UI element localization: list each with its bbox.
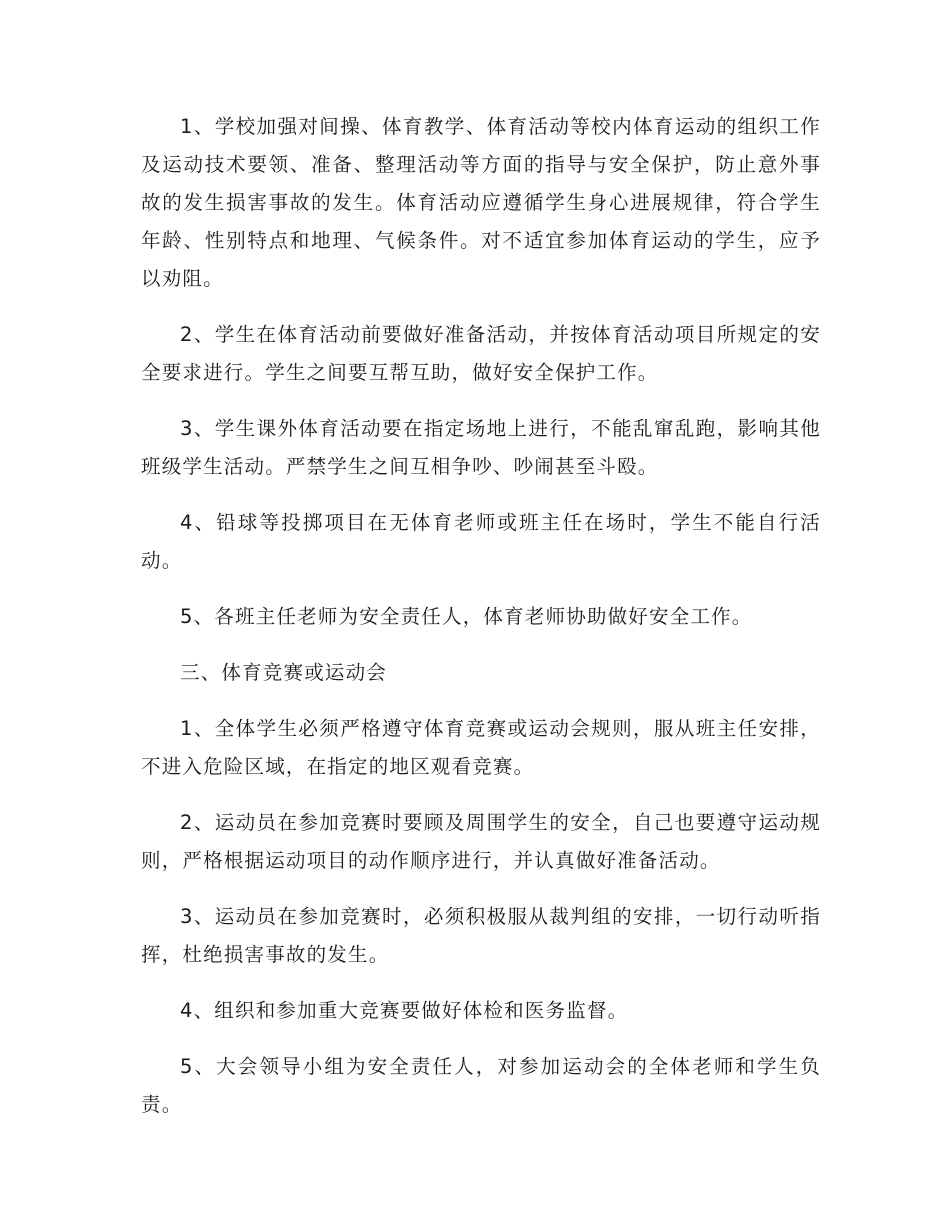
paragraph-7: 2、运动员在参加竞赛时要顾及周围学生的安全，自己也要遵守运动规则，严格根据运动项目的动作顺序进行，并认真做好准备活动。	[141, 811, 821, 872]
section-heading: 三、体育竞赛或运动会	[180, 661, 388, 684]
paragraph-8: 3、运动员在参加竞赛时，必须积极服从裁判组的安排，一切行动听指挥，杜绝损害事故的发生。	[141, 905, 821, 966]
document-body	[141, 108, 821, 1142]
paragraph-3: 3、学生课外体育活动要在指定场地上进行，不能乱窜乱跑，影响其他班级学生活动。严禁学生之间互相争吵、吵闹甚至斗殴。	[141, 417, 821, 478]
paragraph-5: 5、各班主任老师为安全责任人，体育老师协助做好安全工作。	[180, 605, 753, 628]
paragraph-1: 1、学校加强对间操、体育教学、体育活动等校内体育运动的组织工作及运动技术要领、准备、整理活动等方面的指导与安全保护，防止意外事故的发生损害事故的发生。体育活动应遵循学生身心进展规律，符合学生年龄、性别特点和地理、气候条件。对不适宜参加体育运动的学生，应予以劝阻。	[141, 115, 821, 290]
paragraph-4: 4、铅球等投掷项目在无体育老师或班主任在场时，学生不能自行活动。	[141, 511, 821, 572]
paragraph-2: 2、学生在体育活动前要做好准备活动，并按体育活动项目所规定的安全要求进行。学生之间要互帮互助，做好安全保护工作。	[141, 323, 821, 384]
paragraph-9: 4、组织和参加重大竞赛要做好体检和医务监督。	[180, 999, 629, 1022]
paragraph-6: 1、全体学生必须严格遵守体育竞赛或运动会规则，服从班主任安排，不进入危险区域，在指定的地区观看竞赛。	[141, 717, 821, 778]
paragraph-10: 5、大会领导小组为安全责任人，对参加运动会的全体老师和学生负责。	[141, 1055, 821, 1116]
